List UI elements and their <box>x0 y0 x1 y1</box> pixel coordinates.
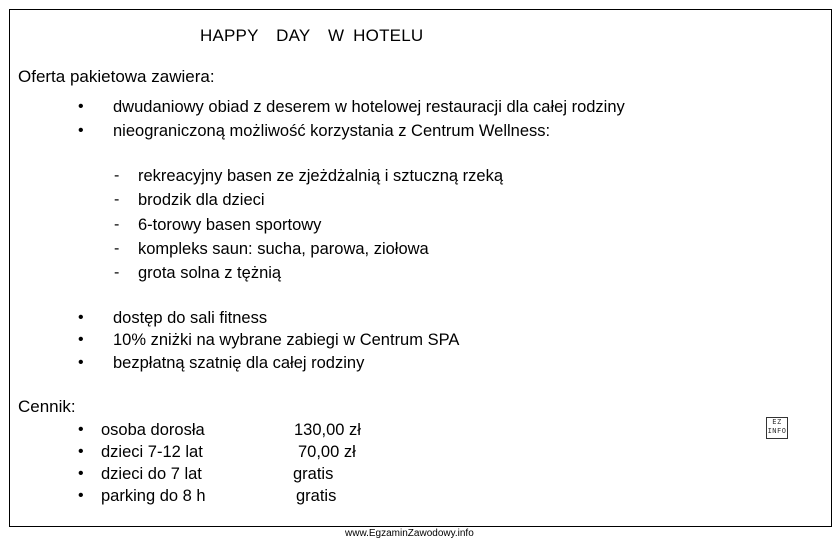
footer-watermark: www.EgzaminZawodowy.info <box>345 528 474 539</box>
list-item: nieograniczoną możliwość korzystania z Centrum Wellness: <box>113 122 551 140</box>
list-item: dostęp do sali fitness <box>113 309 268 327</box>
price-label: parking do 8 h <box>101 487 206 505</box>
offer-heading: Oferta pakietowa zawiera: <box>18 67 215 86</box>
bullet-marker: • <box>78 443 84 460</box>
bullet-marker: • <box>78 122 84 139</box>
price-value: 130,00 zł <box>294 421 361 439</box>
dash-marker: - <box>114 240 120 257</box>
list-item: 10% zniżki na wybrane zabiegi w Centrum SPA <box>113 331 460 349</box>
dash-marker: - <box>114 167 120 184</box>
price-value: 70,00 zł <box>298 443 356 461</box>
list-item: dwudaniowy obiad z deserem w hotelowej restauracji dla całej rodziny <box>113 98 625 116</box>
bullet-marker: • <box>78 309 84 326</box>
list-item: brodzik dla dzieci <box>138 191 265 209</box>
pricing-heading: Cennik: <box>18 397 76 416</box>
bullet-marker: • <box>78 465 84 482</box>
bullet-marker: • <box>78 98 84 115</box>
list-item: 6-torowy basen sportowy <box>138 216 322 234</box>
bullet-marker: • <box>78 487 84 504</box>
ez-info-logo: EZ INFO <box>766 417 788 439</box>
list-item: grota solna z tężnią <box>138 264 282 282</box>
price-label: dzieci 7-12 lat <box>101 443 203 461</box>
dash-marker: - <box>114 216 120 233</box>
bullet-marker: • <box>78 331 84 348</box>
list-item: rekreacyjny basen ze zjeżdżalnią i sztuczną rzeką <box>138 167 504 185</box>
dash-marker: - <box>114 191 120 208</box>
price-value: gratis <box>293 465 334 483</box>
list-item: bezpłatną szatnię dla całej rodziny <box>113 354 365 372</box>
bullet-marker: • <box>78 354 84 371</box>
price-value: gratis <box>296 487 337 505</box>
list-item: kompleks saun: sucha, parowa, ziołowa <box>138 240 429 258</box>
dash-marker: - <box>114 264 120 281</box>
page-title: HAPPY DAY W HOTELU <box>200 26 424 45</box>
price-label: dzieci do 7 lat <box>101 465 202 483</box>
bullet-marker: • <box>78 421 84 438</box>
price-label: osoba dorosła <box>101 421 205 439</box>
